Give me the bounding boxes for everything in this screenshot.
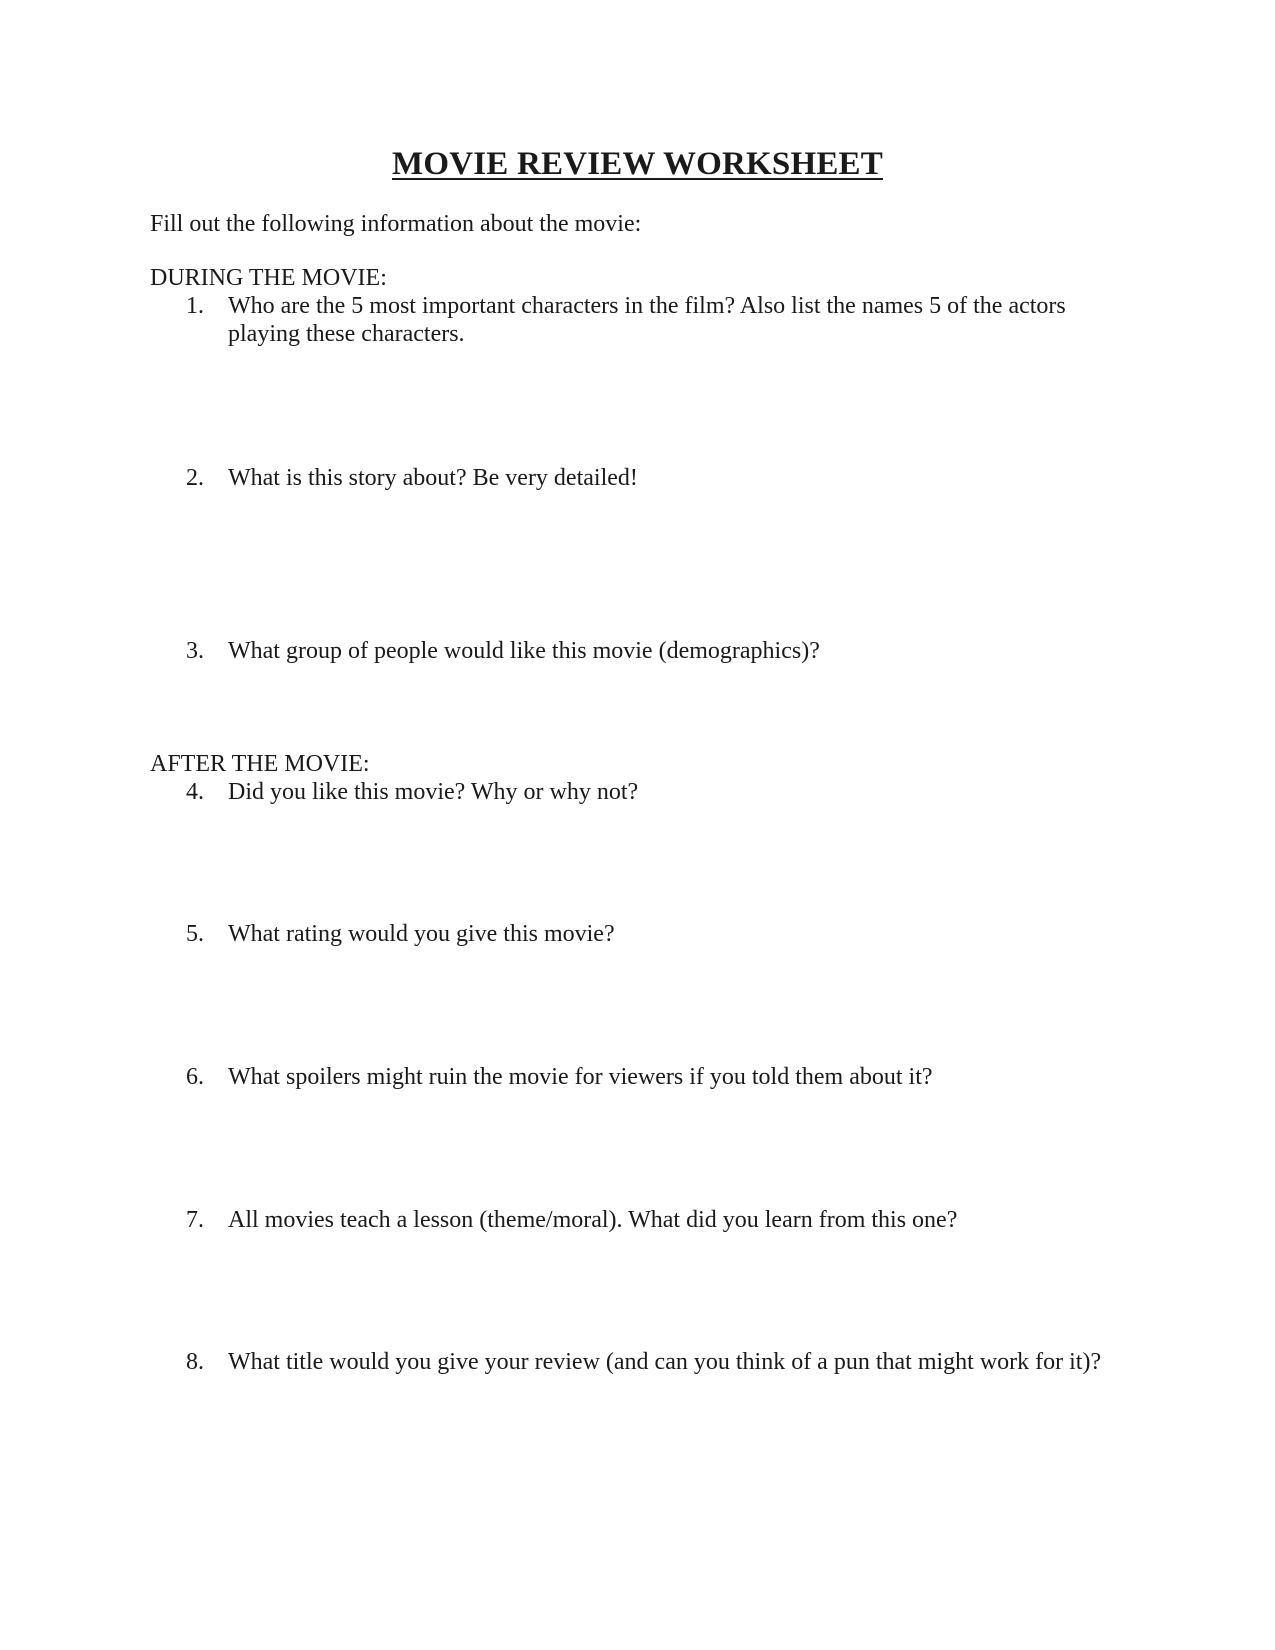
question-number-2: 2. xyxy=(186,465,204,491)
question-text-3: What group of people would like this movie (demographics)? xyxy=(228,638,820,664)
question-number-3: 3. xyxy=(186,638,204,664)
section-heading-after: AFTER THE MOVIE: xyxy=(150,751,370,777)
section-heading-during: DURING THE MOVIE: xyxy=(150,265,387,291)
question-text-5: What rating would you give this movie? xyxy=(228,921,615,947)
question-text-4: Did you like this movie? Why or why not? xyxy=(228,779,639,805)
question-text-1: Who are the 5 most important characters in the film? Also list the names 5 of the actors playing these characters. xyxy=(228,293,1066,347)
question-number-5: 5. xyxy=(186,921,204,947)
question-text-7: All movies teach a lesson (theme/moral). What did you learn from this one? xyxy=(228,1207,958,1233)
worksheet-title xyxy=(0,146,1275,183)
instructions-text: Fill out the following information about the movie: xyxy=(150,211,642,237)
question-text-8: What title would you give your review (and can you think of a pun that might work for it)? xyxy=(228,1349,1102,1375)
question-number-6: 6. xyxy=(186,1064,204,1090)
question-number-1: 1. xyxy=(186,293,204,319)
question-number-7: 7. xyxy=(186,1207,204,1233)
question-text-6: What spoilers might ruin the movie for viewers if you told them about it? xyxy=(228,1064,933,1090)
question-text-2: What is this story about? Be very detailed! xyxy=(228,465,638,491)
question-number-8: 8. xyxy=(186,1349,204,1375)
worksheet-title-text: MOVIE REVIEW WORKSHEET xyxy=(392,146,883,182)
question-number-4: 4. xyxy=(186,779,204,805)
